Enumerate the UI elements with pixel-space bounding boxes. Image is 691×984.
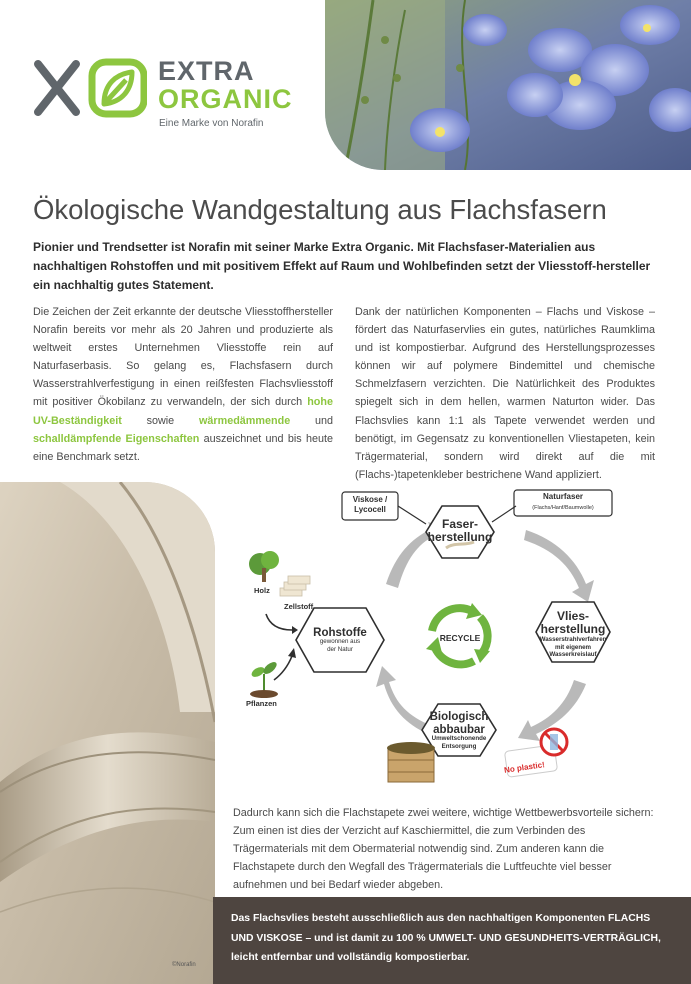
holz-label: Holz: [254, 586, 270, 595]
arrow-holz-to-rohstoffe: [266, 614, 292, 630]
lead-paragraph: Pionier und Trendsetter ist Norafin mit seiner Marke Extra Organic. Mit Flachsfaser-Materialien aus nachhaltigen Rohstoffen und mit positivem Effekt auf Raum und Wohlbefinden setzt der Vliesstoff-hersteller ein nachhaltig gutes Statement.: [33, 240, 651, 292]
page-title: Ökologische Wandgestaltung aus Flachsfasern: [33, 194, 607, 225]
naturfaser-sub: (Flachs/Hanf/Baumwolle): [532, 505, 594, 511]
vlies-subtext: Wasserstrahlverfahren mit eigenem Wasserkreislauf: [539, 636, 607, 658]
arrow-bio-to-rohstoffe: [376, 666, 432, 734]
rohstoffe-title: Rohstoffe: [313, 627, 367, 639]
tree-icon: [249, 551, 279, 582]
summary-banner-text: Das Flachsvlies besteht ausschließlich aus den nachhaltigen Komponenten FLACHS UND VISKOSE – und ist damit zu 100 % UMWELT- UND GESUNDHEITS-VERTRÄGLICH, leicht entfernbar und vollständig kompostierbar.: [231, 913, 661, 963]
left-text-part3: und: [290, 414, 334, 427]
pflanzen-label: Pflanzen: [246, 699, 277, 708]
vlies-title-1: Vlies-: [556, 609, 590, 623]
arrow-faser-to-vlies: [524, 530, 594, 602]
arrow-pflanzen-to-rohstoffe: [274, 656, 292, 680]
brand-logo: [32, 52, 292, 142]
highlight-uv: hohe UV-Beständigkeit: [33, 396, 333, 427]
vlies-title-2: herstellung: [540, 622, 606, 636]
brand-name-organic: ORGANIC: [158, 84, 293, 114]
highlight-acoustic: schalldämpfende Eigenschaften: [33, 432, 200, 445]
production-cycle-diagram: [236, 484, 691, 794]
faser-title-2: herstellung: [427, 530, 493, 544]
lower-paragraph: Dadurch kann sich die Flachstapete zwei weitere, wichtige Wettbewerbsvorteile sichern: Zum einen ist dies der Verzicht auf Kaschiermittel, die zum Verbinden des Trägermaterials mit dem Obermaterial notwendig sind. Zum anderen kann die Flachstapete durch den Wegfall des Trägermaterials die Luftfeuchte viel besser aufnehmen und bei Bedarf wieder abgeben.: [233, 807, 654, 892]
left-text-part1: Die Zeichen der Zeit erkannte der deutsche Vliesstoffhersteller Norafin bereits vor mehr als 20 Jahren und produzierte als weltweit erstes Unternehmen Vliesstoffe rein auf Naturfaserbasis. So gelang es, Flachsfasern durch Wasserstrahlverfestigung in einen reißfesten Flachsvliesstoff mit positiver Ökobilanz zu verwandeln, der sich durch: [33, 306, 333, 409]
zellstoff-sheets-icon: [280, 576, 310, 596]
extra-organic-logo-icon: [32, 58, 147, 118]
left-column-text: [33, 303, 333, 466]
summary-banner: [213, 897, 691, 984]
recycle-label: RECYCLE: [439, 633, 481, 643]
photo-credit: ©Norafin: [172, 962, 196, 968]
zellstoff-label: Zellstoff: [284, 602, 314, 611]
no-plastic-label: No plastic!: [503, 760, 546, 775]
right-column-text: Dank der natürlichen Komponenten – Flachs und Viskose – fördert das Naturfaservlies ein gutes, natürliches Raumklima und ist kompostierbar. Aufgrund des Herstellungsprozesses können wir auf polymere Bindemittel und chemische Schmelzfasern verzichten. Die Natürlichkeit des Produktes spiegelt sich in dem hellen, warmen Naturton wider. Das Flachsvlies kann 1:1 als Tapete verwendet werden und benötigt, im Gegensatz zu konventionellen Vliestapeten, kein Trägermaterial, sondern wird direkt auf die mit (Flachs-)tapetenkleber bestrichene Wand appliziert.: [355, 306, 655, 481]
flax-flower-photo: [325, 0, 691, 170]
viskose-label: Viskose / Lycocell: [352, 495, 388, 514]
faser-title-1: Faser-: [441, 517, 479, 531]
flax-fabric-roll-photo: [0, 482, 215, 984]
bio-subtext: Umweltschonende Entsorgung: [431, 735, 487, 750]
left-text-part4: auszeichnet und bis heute eine Benchmark setzt.: [33, 432, 333, 463]
brand-tagline: Eine Marke von Norafin: [159, 118, 264, 129]
rohstoffe-subtext: gewonnen aus der Natur: [319, 638, 361, 653]
bio-title-1: Biologisch: [429, 711, 489, 723]
naturfaser-label: Naturfaser: [542, 492, 583, 501]
brand-name-extra: EXTRA: [158, 56, 255, 86]
left-text-part2: sowie: [121, 414, 199, 427]
bio-title-2: abbaubar: [433, 724, 485, 736]
highlight-thermal: wärmedämmende: [198, 414, 291, 427]
